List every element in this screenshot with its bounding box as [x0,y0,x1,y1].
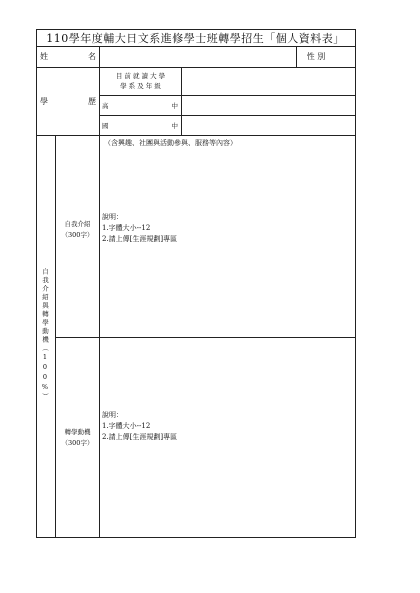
self-intro-label [56,210,99,250]
self-intro-hint: （含興趣、社團與活動參與、服務等內容） [104,139,237,147]
name-label-part: 姓 [40,52,48,61]
note-line: 2.請上傳[生涯規劃]專區 [102,235,178,243]
education-label [40,67,96,135]
name-label [40,46,96,67]
self-intro-notes [102,212,177,245]
table-border [36,135,356,136]
transfer-notes [102,410,177,443]
table-border [36,29,356,30]
transfer-label [56,424,99,452]
section-label: 自我介紹與轉學動機（100%） [41,268,49,402]
junior-high-field[interactable] [182,116,355,135]
note-title: 說明： [102,213,123,221]
note-title: 說明： [102,411,123,419]
table-border [355,29,356,538]
education-label-part: 學 [40,96,48,106]
current-school-label-line: 目 前 就 讀 大 學 [115,72,166,80]
note-line: 1.字體大小--12 [102,224,151,232]
table-border [55,135,56,538]
high-school-label [102,95,178,115]
name-field[interactable] [100,47,295,67]
current-school-label [100,67,181,95]
transfer-title: 轉學動機 [64,428,91,436]
high-school-field[interactable] [182,96,355,115]
table-border [36,537,356,538]
transfer-field[interactable] [100,338,355,408]
self-intro-title: 自我介紹 [64,220,91,228]
note-line: 1.字體大小--12 [102,422,151,430]
high-school-label-part: 高 [102,101,109,110]
current-school-field[interactable] [182,68,355,95]
gender-label: 性 別 [306,52,326,61]
note-line: 2.請上傳[生涯規劃]專區 [102,433,178,441]
current-school-label-line: 學 系 及 年 級 [120,82,161,90]
junior-high-label-part: 國 [102,121,109,130]
education-label-part: 歷 [88,96,96,106]
self-intro-field[interactable] [100,150,355,210]
form-title: 110學年度輔大日文系進修學士班轉學招生「個人資料表」 [46,31,345,45]
self-intro-limit: （300字） [61,231,94,239]
name-label-part: 名 [88,52,96,61]
high-school-label-part: 中 [171,101,178,110]
junior-high-label-part: 中 [171,121,178,130]
transfer-limit: （300字） [61,439,94,447]
junior-high-label [102,115,178,135]
gender-field[interactable] [337,47,355,67]
